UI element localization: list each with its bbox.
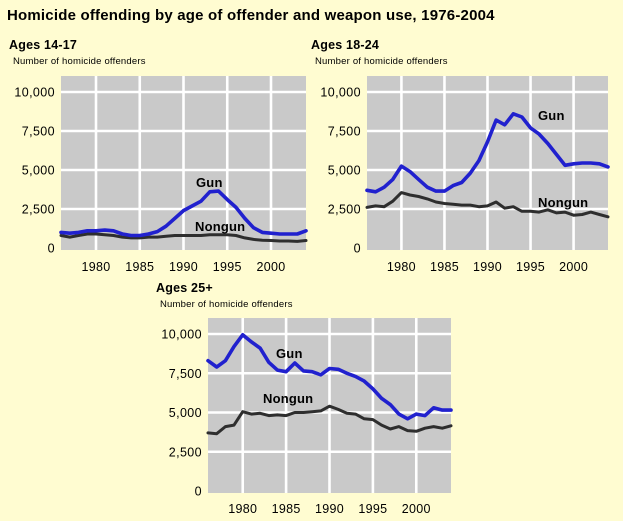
series-label-gun: Gun <box>196 175 223 190</box>
series-label-gun: Gun <box>276 346 303 361</box>
page-title: Homicide offending by age of offender and weapon use, 1976-2004 <box>7 7 495 24</box>
chart-2 <box>161 318 451 516</box>
series-label-nongun: Nongun <box>195 219 246 234</box>
y-tick-label: 10,000 <box>161 327 202 342</box>
y-tick-label: 0 <box>47 241 55 256</box>
x-tick-label: 1980 <box>228 502 258 516</box>
x-tick-label: 1990 <box>472 260 503 274</box>
y-tick-label: 5,000 <box>21 163 55 178</box>
y-tick-label: 7,500 <box>21 124 55 139</box>
series-label-nongun: Nongun <box>538 195 589 210</box>
y-tick-label: 5,000 <box>168 406 202 420</box>
y-tick-label: 7,500 <box>168 366 202 381</box>
x-tick-label: 1985 <box>271 502 301 516</box>
y-tick-label: 0 <box>353 241 361 256</box>
series-label-nongun: Nongun <box>263 391 314 406</box>
x-tick-label: 1985 <box>429 260 459 274</box>
y-tick-label: 7,500 <box>327 124 361 139</box>
x-tick-label: 1980 <box>81 260 111 274</box>
chart-ylabel-ages-18-24: Number of homicide offenders <box>315 56 448 67</box>
chart-ylabel-ages-25-plus: Number of homicide offenders <box>160 299 293 310</box>
x-tick-label: 2000 <box>401 502 431 516</box>
x-tick-label: 2000 <box>256 260 286 274</box>
x-tick-label: 2000 <box>559 260 589 274</box>
chart-1 <box>320 76 608 274</box>
chart-ylabel-ages-14-17: Number of homicide offenders <box>13 56 146 67</box>
y-tick-label: 10,000 <box>320 85 361 100</box>
x-tick-label: 1990 <box>168 260 199 274</box>
chart-title-ages-18-24: Ages 18-24 <box>311 38 380 52</box>
y-tick-label: 10,000 <box>14 85 55 100</box>
chart-0 <box>14 76 306 274</box>
y-tick-label: 2,500 <box>21 202 55 217</box>
y-tick-label: 0 <box>194 484 202 499</box>
y-tick-label: 2,500 <box>168 445 202 460</box>
x-tick-label: 1995 <box>516 260 546 274</box>
chart-title-ages-25-plus: Ages 25+ <box>156 281 213 295</box>
y-tick-label: 2,500 <box>327 202 361 217</box>
x-tick-label: 1985 <box>125 260 155 274</box>
x-tick-label: 1990 <box>314 502 345 516</box>
y-tick-label: 5,000 <box>327 163 361 178</box>
series-label-gun: Gun <box>538 108 565 123</box>
x-tick-label: 1980 <box>386 260 416 274</box>
x-tick-label: 1995 <box>358 502 388 516</box>
chart-title-ages-14-17: Ages 14-17 <box>9 38 78 52</box>
x-tick-label: 1995 <box>212 260 242 274</box>
